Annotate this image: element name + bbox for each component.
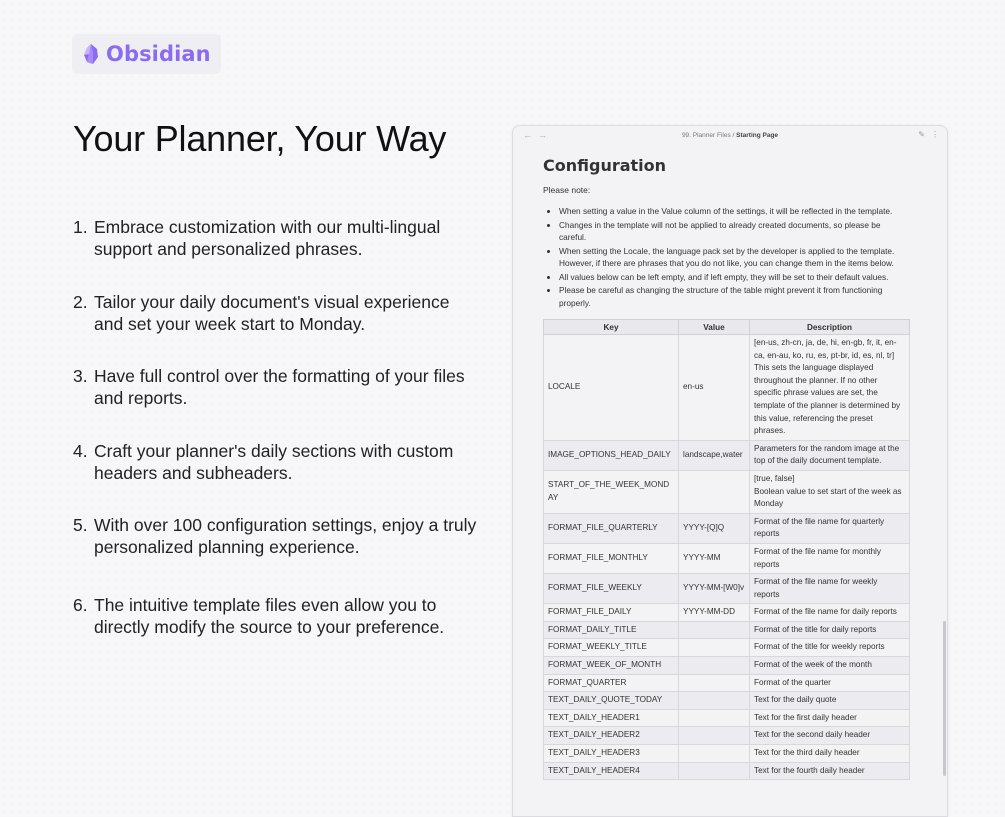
cell-description[interactable]: [true, false] Boolean value to set start of the week as Monday bbox=[750, 470, 910, 513]
doc-note: Please note: bbox=[543, 185, 591, 195]
cell-description[interactable]: Format of the file name for quarterly reports bbox=[750, 513, 910, 543]
table-row bbox=[544, 543, 910, 573]
cell-key[interactable]: FORMAT_FILE_QUARTERLY bbox=[544, 513, 679, 543]
cell-description[interactable]: Text for the third daily header bbox=[750, 745, 910, 763]
cell-description[interactable]: Format of the quarter bbox=[750, 674, 910, 692]
note-bullets bbox=[543, 205, 909, 309]
title-bar bbox=[513, 126, 947, 146]
cell-key[interactable]: FORMAT_QUARTER bbox=[544, 674, 679, 692]
feature-item bbox=[73, 291, 483, 335]
cell-key[interactable]: START_OF_THE_WEEK_MONDAY bbox=[544, 470, 679, 513]
breadcrumb-current: Starting Page bbox=[736, 132, 779, 139]
feature-text: With over 100 configuration settings, enjoy a truly personalized planning experience. bbox=[94, 515, 477, 557]
document-content bbox=[543, 156, 909, 780]
cell-value[interactable] bbox=[679, 762, 750, 780]
cell-value[interactable] bbox=[679, 639, 750, 657]
note-bullet: • When setting a value in the Value column of the settings, it will be reflected in the template. bbox=[559, 205, 909, 218]
note-bullet: • Please be careful as changing the structure of the table might prevent it from functioning properly. bbox=[559, 284, 909, 309]
cell-value[interactable]: en-us bbox=[679, 335, 750, 441]
cell-key[interactable]: TEXT_DAILY_HEADER4 bbox=[544, 762, 679, 780]
feature-item bbox=[73, 514, 483, 558]
cell-description[interactable]: Format of the file name for monthly reports bbox=[750, 543, 910, 573]
feature-number: 5. bbox=[73, 515, 88, 535]
column-header: Value bbox=[679, 320, 750, 335]
app-window bbox=[512, 125, 948, 817]
cell-value[interactable] bbox=[679, 709, 750, 727]
page-headline: Your Planner, Your Way bbox=[73, 118, 447, 159]
config-table bbox=[543, 319, 910, 780]
table-row bbox=[544, 727, 910, 745]
feature-text: Embrace customization with our multi-lingual support and personalized phrases. bbox=[94, 217, 441, 259]
feature-number: 2. bbox=[73, 292, 88, 312]
table-row bbox=[544, 470, 910, 513]
feature-number: 3. bbox=[73, 366, 88, 386]
cell-description[interactable]: Text for the fourth daily header bbox=[750, 762, 910, 780]
cell-value[interactable]: YYYY-MM-[W0]v bbox=[679, 574, 750, 604]
table-row bbox=[544, 709, 910, 727]
table-row bbox=[544, 574, 910, 604]
cell-value[interactable]: YYYY-MM-DD bbox=[679, 604, 750, 622]
note-bullet: • Changes in the template will not be applied to already created documents, so please be careful. bbox=[559, 219, 909, 244]
table-row bbox=[544, 657, 910, 675]
doc-title: Configuration bbox=[543, 156, 667, 175]
cell-value[interactable] bbox=[679, 621, 750, 639]
cell-key[interactable]: LOCALE bbox=[544, 335, 679, 441]
cell-description[interactable]: Text for the first daily header bbox=[750, 709, 910, 727]
cell-key[interactable]: FORMAT_FILE_DAILY bbox=[544, 604, 679, 622]
note-bullet: • When setting the Locale, the language pack set by the developer is applied to the template. However, if there are phrases that you do not like, you can change them in the items below. bbox=[559, 245, 909, 270]
cell-key[interactable]: TEXT_DAILY_QUOTE_TODAY bbox=[544, 692, 679, 710]
cell-key[interactable]: FORMAT_WEEKLY_TITLE bbox=[544, 639, 679, 657]
table-row bbox=[544, 621, 910, 639]
edit-icon[interactable]: ✎ bbox=[918, 130, 925, 139]
table-row bbox=[544, 440, 910, 470]
cell-description[interactable]: [en-us, zh-cn, ja, de, hi, en-gb, fr, it, en-ca, en-au, ko, ru, es, pt-br, id, es, nl, tr] This sets the language displayed throughout the planner. If no other specific phrase values are set, the template of the planner is determined by this value, referencing the preset phrases. bbox=[750, 335, 910, 441]
column-header: Description bbox=[750, 320, 910, 335]
column-header: Key bbox=[544, 320, 679, 335]
cell-value[interactable]: YYYY-[Q]Q bbox=[679, 513, 750, 543]
cell-key[interactable]: TEXT_DAILY_HEADER2 bbox=[544, 727, 679, 745]
feature-text: Craft your planner's daily sections with custom headers and subheaders. bbox=[94, 441, 454, 483]
cell-description[interactable]: Text for the daily quote bbox=[750, 692, 910, 710]
breadcrumb-separator: / bbox=[730, 132, 737, 139]
breadcrumb-folder[interactable]: 99. Planner Files bbox=[681, 132, 731, 139]
cell-key[interactable]: TEXT_DAILY_HEADER1 bbox=[544, 709, 679, 727]
table-row bbox=[544, 513, 910, 543]
cell-value[interactable] bbox=[679, 674, 750, 692]
cell-value[interactable]: YYYY-MM bbox=[679, 543, 750, 573]
cell-key[interactable]: TEXT_DAILY_HEADER3 bbox=[544, 745, 679, 763]
table-row bbox=[544, 692, 910, 710]
back-arrow-icon[interactable]: ← bbox=[523, 130, 532, 140]
cell-value[interactable] bbox=[679, 745, 750, 763]
table-row bbox=[544, 762, 910, 780]
feature-number: 1. bbox=[73, 217, 88, 237]
table-row bbox=[544, 639, 910, 657]
cell-key[interactable]: FORMAT_FILE_MONTHLY bbox=[544, 543, 679, 573]
cell-key[interactable]: FORMAT_FILE_WEEKLY bbox=[544, 574, 679, 604]
cell-key[interactable]: FORMAT_WEEK_OF_MONTH bbox=[544, 657, 679, 675]
feature-number: 6. bbox=[73, 595, 88, 615]
feature-item bbox=[73, 216, 483, 260]
feature-item bbox=[73, 594, 483, 638]
feature-number: 4. bbox=[73, 441, 88, 461]
table-row bbox=[544, 745, 910, 763]
feature-text: Have full control over the formatting of your files and reports. bbox=[94, 366, 465, 408]
forward-arrow-icon[interactable]: → bbox=[538, 130, 547, 140]
feature-text: Tailor your daily document's visual experience and set your week start to Monday. bbox=[94, 292, 450, 334]
brand-logo bbox=[72, 34, 221, 74]
cell-value[interactable] bbox=[679, 470, 750, 513]
cell-description[interactable]: Parameters for the random image at the top of the daily document template. bbox=[750, 440, 910, 470]
obsidian-gem-icon bbox=[82, 43, 100, 65]
cell-description[interactable]: Format of the title for weekly reports bbox=[750, 639, 910, 657]
cell-value[interactable]: landscape,water bbox=[679, 440, 750, 470]
cell-value[interactable] bbox=[679, 727, 750, 745]
cell-description[interactable]: Format of the title for daily reports bbox=[750, 621, 910, 639]
feature-item bbox=[73, 365, 483, 409]
cell-key[interactable]: IMAGE_OPTIONS_HEAD_DAILY bbox=[544, 440, 679, 470]
cell-description[interactable]: Format of the file name for daily reports bbox=[750, 604, 910, 622]
cell-description[interactable]: Text for the second daily header bbox=[750, 727, 910, 745]
more-options-icon[interactable]: ⋮ bbox=[931, 130, 939, 139]
cell-key[interactable]: FORMAT_DAILY_TITLE bbox=[544, 621, 679, 639]
table-row bbox=[544, 335, 910, 441]
table-header-row bbox=[544, 320, 910, 335]
cell-description[interactable]: Format of the file name for weekly reports bbox=[750, 574, 910, 604]
brand-name: Obsidian bbox=[106, 42, 211, 66]
feature-text: The intuitive template files even allow you to directly modify the source to your preference. bbox=[94, 595, 445, 637]
breadcrumb bbox=[513, 132, 947, 139]
cell-value[interactable] bbox=[679, 692, 750, 710]
scrollbar[interactable] bbox=[943, 621, 946, 776]
cell-description[interactable]: Format of the week of the month bbox=[750, 657, 910, 675]
note-bullet: • All values below can be left empty, and if left empty, they will be set to their default values. bbox=[559, 271, 909, 284]
feature-item bbox=[73, 440, 483, 484]
cell-value[interactable] bbox=[679, 657, 750, 675]
table-row bbox=[544, 674, 910, 692]
table-row bbox=[544, 604, 910, 622]
